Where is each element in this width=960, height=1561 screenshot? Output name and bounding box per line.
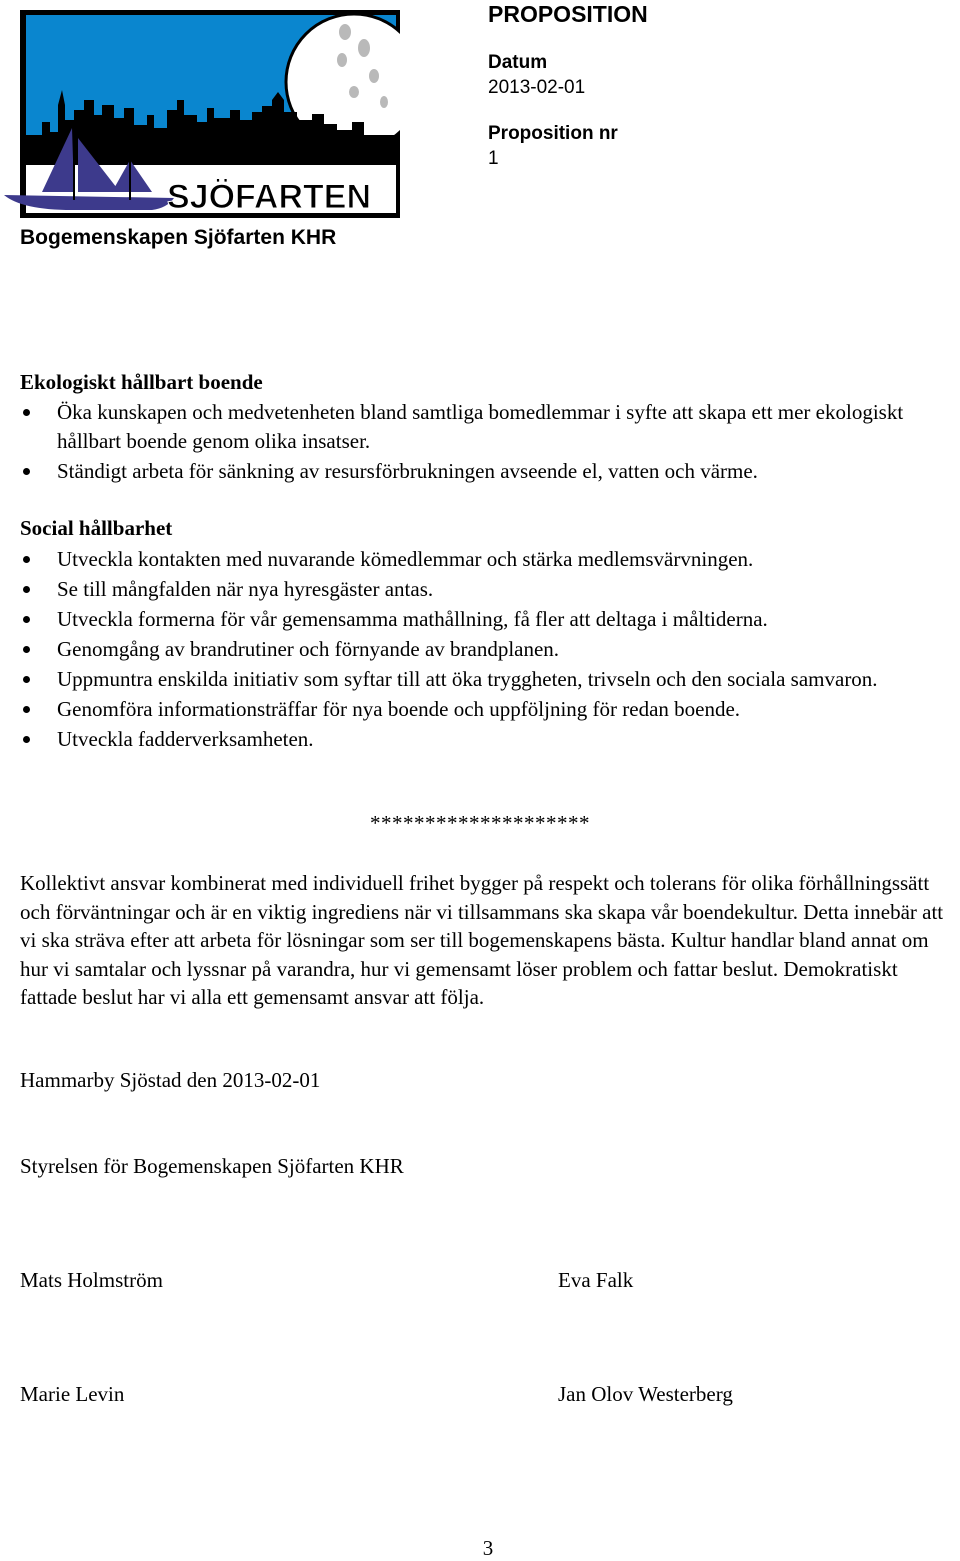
bullet-icon	[23, 646, 30, 653]
proposition-number-value: 1	[488, 148, 499, 169]
list-item: Uppmuntra enskilda initiativ som syftar till att öka tryggheten, trivseln och den sociala samvaron.	[20, 665, 950, 694]
list-item: Genomgång av brandrutiner och förnyande av brandplanen.	[20, 635, 950, 664]
bullet-icon	[23, 556, 30, 563]
list-item: Ständigt arbeta för sänkning av resursförbrukningen avseende el, vatten och värme.	[20, 457, 950, 486]
bullet-icon	[23, 586, 30, 593]
bullet-icon	[23, 676, 30, 683]
signature-name: Eva Falk	[558, 1268, 634, 1292]
sjofarten-logo	[2, 10, 400, 218]
organization-name: Bogemenskapen Sjöfarten KHR	[20, 226, 337, 249]
document-type: PROPOSITION	[488, 1, 648, 27]
separator-stars: ********************	[370, 811, 590, 835]
list-item: Genomföra informationsträffar för nya boende och uppföljning för redan boende.	[20, 695, 950, 724]
bullet-icon	[23, 706, 30, 713]
list-item: Utveckla kontakten med nuvarande kömedlemmar och stärka medlemsvärvningen.	[20, 545, 950, 574]
board-signoff: Styrelsen för Bogemenskapen Sjöfarten KHR	[20, 1154, 404, 1178]
signature-name: Mats Holmström	[20, 1268, 163, 1292]
signature-name: Jan Olov Westerberg	[558, 1382, 733, 1406]
page-number: 3	[482, 1536, 494, 1560]
document-header	[488, 0, 648, 169]
section-list-ecological	[20, 398, 950, 487]
list-item: Öka kunskapen och medvetenheten bland samtliga bomedlemmar i syfte att skapa ett mer ekologiskt hållbart boende genom olika insatser.	[20, 398, 950, 455]
logo-text: SJÖFARTEN	[167, 178, 372, 216]
bullet-icon	[23, 409, 30, 416]
section-title-ecological: Ekologiskt hållbart boende	[20, 370, 263, 394]
bullet-icon	[23, 736, 30, 743]
proposition-number-label: Proposition nr	[488, 123, 618, 144]
bullet-icon	[23, 616, 30, 623]
list-item: Utveckla formerna för vår gemensamma mathållning, få fler att deltaga i måltiderna.	[20, 605, 950, 634]
body-paragraph: Kollektivt ansvar kombinerat med individuell frihet bygger på respekt och tolerans för olika förhållningssätt och förväntningar och är en viktig ingrediens när vi tillsammans ska skapa vår boendekultur. Detta innebär att vi ska sträva efter att arbeta för lösningar som ser till bogemenskapens bästa. Kultur handlar bland annat om hur vi samtalar och lyssnar på varandra, hur vi gemensamt löser problem och fattar beslut. Demokratiskt fattade beslut har vi alla ett gemensamt ansvar att följa.	[20, 871, 944, 1009]
date-label: Datum	[488, 52, 548, 73]
date-value: 2013-02-01	[488, 77, 586, 98]
list-item: Se till mångfalden när nya hyresgäster antas.	[20, 575, 950, 604]
place-date: Hammarby Sjöstad den 2013-02-01	[20, 1068, 321, 1092]
signature-name: Marie Levin	[20, 1382, 125, 1406]
list-item: Utveckla fadderverksamheten.	[20, 725, 950, 754]
section-title-social: Social hållbarhet	[20, 516, 173, 540]
bullet-icon	[23, 468, 30, 475]
section-list-social	[20, 545, 950, 755]
